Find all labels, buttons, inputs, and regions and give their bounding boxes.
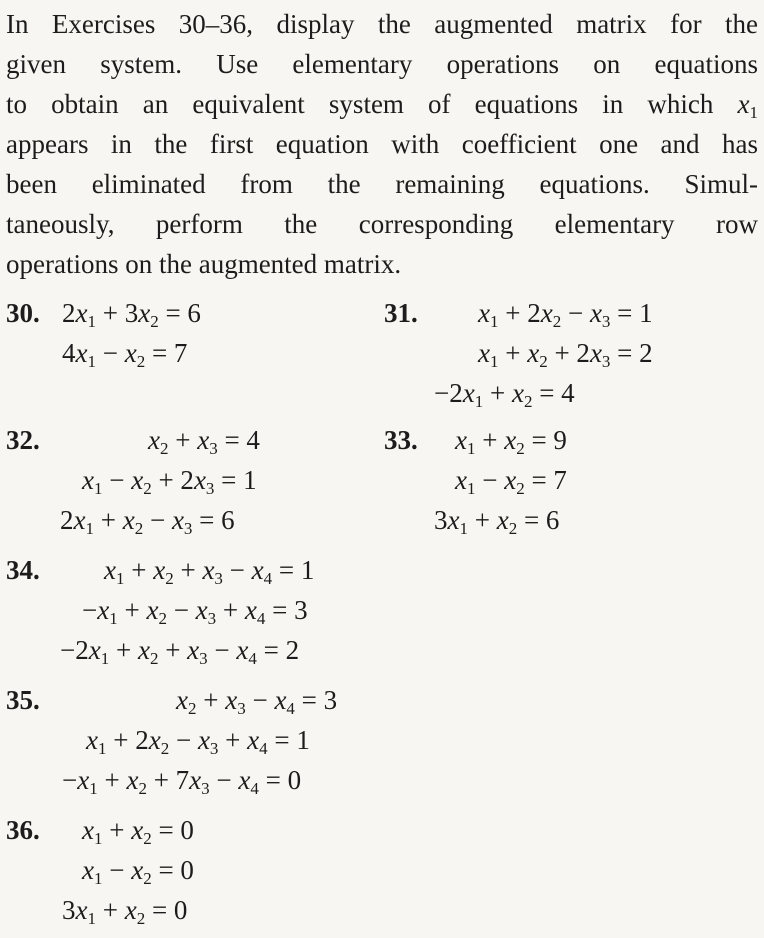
equation: $-2x_1 + x_2 = 4$ [434,378,575,411]
exercise-number: 32. [6,425,40,455]
intro-line: appears in the first equation with coefficient one and has [6,129,758,159]
equation: $x_1 + x_2 + x_3 - x_4 = 1$ [104,555,315,588]
equation: $-2x_1 + x_2 + x_3 - x_4 = 2$ [60,635,300,668]
equation: $2x_1 + x_2 - x_3 = 6$ [60,505,235,538]
equation: $x_1 + x_2 = 0$ [82,815,194,848]
intro-line: been eliminated from the remaining equations. Simul- [6,169,758,199]
exercise-number: 35. [6,685,40,715]
equation: $2x_1 + 3x_2 = 6$ [62,298,201,331]
equation: $x_1 + 2x_2 - x_3 + x_4 = 1$ [86,725,310,758]
intro-line: taneously, perform the corresponding elementary row [6,209,758,239]
equation: $4x_1 - x_2 = 7$ [62,338,188,371]
equation: $x_1 + x_2 + 2x_3 = 2$ [478,338,653,371]
exercise-number: 33. [384,425,418,455]
equation: $x_2 + x_3 - x_4 = 3$ [176,685,338,718]
exercise-number: 31. [384,298,418,328]
equation: $-x_1 + x_2 + 7x_3 - x_4 = 0$ [62,765,302,798]
equation: $x_1 - x_2 = 7$ [455,465,567,498]
equation: $3x_1 + x_2 = 6$ [434,505,560,538]
equation: $-x_1 + x_2 - x_3 + x_4 = 3$ [82,595,308,628]
equation: $x_1 + 2x_2 - x_3 = 1$ [478,298,653,331]
intro-line: In Exercises 30–36, display the augmented matrix for the [6,9,758,39]
instructions-paragraph [6,4,758,284]
equation: $x_2 + x_3 = 4$ [148,425,260,458]
equation: $x_1 - x_2 + 2x_3 = 1$ [82,465,257,498]
exercise-number: 36. [6,815,40,845]
intro-line: given system. Use elementary operations on equations [6,49,758,79]
intro-line: to obtain an equivalent system of equations in which $x_1$ [6,89,758,122]
exercise-number: 34. [6,555,40,585]
intro-line: operations on the augmented matrix. [6,249,402,279]
equation: $x_1 + x_2 = 9$ [455,425,567,458]
equation: $3x_1 + x_2 = 0$ [62,895,188,928]
equation: $x_1 - x_2 = 0$ [82,855,194,888]
exercise-number: 30. [6,298,40,328]
